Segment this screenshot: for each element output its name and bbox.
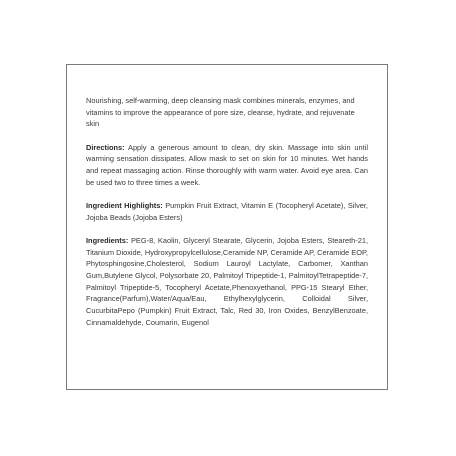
highlights-paragraph [86, 200, 368, 223]
ingredients-heading: Ingredients: [86, 235, 129, 245]
directions-text: Apply a generous amount to clean, dry skin. Massage into skin until warming sensation dissipates. Allow mask to set on skin for 10 minutes. Wet hands and repeat massaging action. Rinse thoroughly with warm water. Avoid eye area. Can be used two to three times a week. [86, 142, 368, 187]
highlights-heading: Ingredient Highlights: [86, 200, 163, 210]
directions-heading: Directions: [86, 142, 125, 152]
label-content [86, 95, 368, 340]
ingredients-text: PEG-8, Kaolin, Glyceryl Stearate, Glycerin, Jojoba Esters, Steareth-21, Titanium Dioxide, Hydroxypropylcellulose,Ceramide NP, Ceramide AP, Ceramide EOP, Phytosphingosine,Cholesterol, Sodium Lauroyl Lactylate, Carbomer, Xanthan Gum,Butylene Glycol, Polysorbate 20, Palmitoyl Tripeptide-1, PalmitoylTetrapeptide-7, Palmitoyl Tripeptide-5, Tocopheryl Acetate,Phenoxyethanol, PPG-15 Stearyl Ether, Fragrance(Parfum),Water/Aqua/Eau, Ethylhexylglycerin, Colloidal Silver, CucurbitaPepo (Pumpkin) Fruit Extract, Talc, Red 30, Iron Oxides, BenzylBenzoate, Cinnamaldehyde, Coumarin, Eugenol [86, 235, 368, 327]
highlights-text: Pumpkin Fruit Extract, Vitamin E (Tocopheryl Acetate), Silver, Jojoba Beads (Jojoba Esters) [86, 200, 368, 222]
directions-paragraph [86, 142, 368, 189]
intro-paragraph: Nourishing, self-warming, deep cleansing mask combines minerals, enzymes, and vitamins to improve the appearance of pore size, cleanse, hydrate, and rejuvenate skin [86, 96, 355, 129]
ingredients-paragraph [86, 235, 368, 329]
